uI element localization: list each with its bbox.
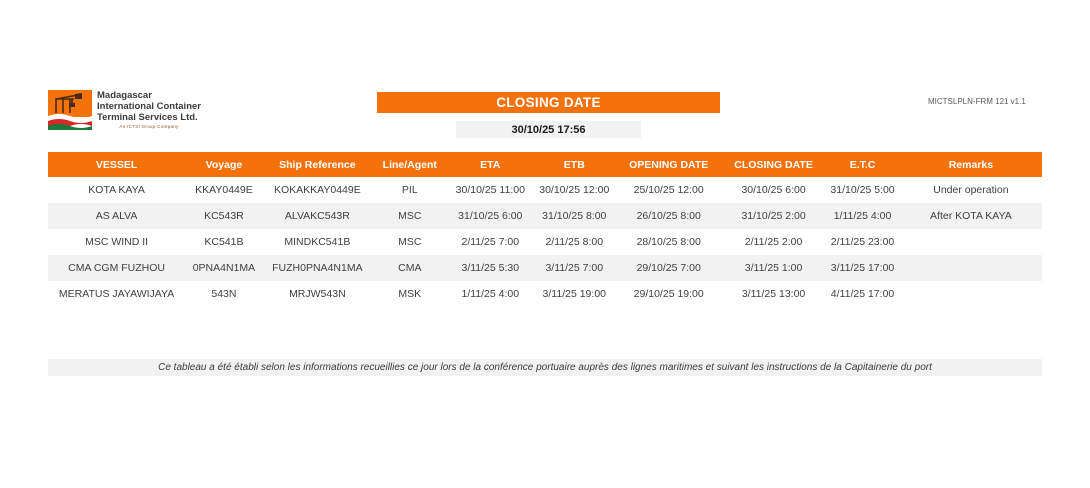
- table-cell: 31/10/25 6:00: [448, 203, 533, 229]
- table-row: [48, 281, 1042, 307]
- table-cell: AS ALVA: [48, 203, 185, 229]
- company-name-line-3: Terminal Services Ltd.: [97, 112, 198, 123]
- table-cell: 1/11/25 4:00: [461, 288, 520, 300]
- table-row: [48, 177, 1042, 203]
- table-cell: 2/11/25 23:00: [830, 236, 895, 248]
- report-datetime: 30/10/25 17:56: [456, 121, 641, 138]
- table-cell: 29/10/25 19:00: [633, 288, 704, 300]
- company-logo: [48, 90, 201, 130]
- table-cell: MSC: [398, 236, 422, 248]
- table-cell: MRJW543N: [289, 288, 346, 300]
- table-cell: 3/11/25 13:00: [741, 288, 806, 300]
- company-name-line-1: Madagascar: [97, 90, 152, 101]
- table-row: [48, 255, 1042, 281]
- company-tagline: An ICTSI Group Company: [119, 124, 179, 129]
- column-header: Remarks: [900, 152, 1042, 177]
- table-cell: 543N: [211, 288, 237, 300]
- terminal-crane-logo-icon: [48, 90, 92, 130]
- table-header-row: [48, 152, 1042, 177]
- form-reference-code: MICTSLPLN-FRM 121 v1.1: [928, 97, 1026, 106]
- table-cell: 2/11/25 2:00: [744, 236, 803, 248]
- table-cell: CMA CGM FUZHOU: [48, 255, 185, 281]
- column-header: E.T.C: [825, 152, 900, 177]
- table-cell: 29/10/25 7:00: [616, 255, 722, 281]
- company-name: [97, 90, 201, 129]
- table-cell: KOKAKKAY0449E: [273, 184, 361, 196]
- table-cell: 4/11/25 17:00: [830, 288, 895, 300]
- table-cell: MSC WIND II: [85, 236, 149, 248]
- table-row: [48, 229, 1042, 255]
- table-cell: 3/11/25 7:00: [533, 255, 616, 281]
- table-cell: Under operation: [933, 184, 1009, 196]
- table-cell: 30/10/25 12:00: [539, 184, 610, 196]
- table-cell: 26/10/25 8:00: [616, 203, 722, 229]
- column-header: Voyage: [185, 152, 263, 177]
- company-name-line-2: International Container: [97, 101, 201, 112]
- table-cell: 30/10/25 11:00: [455, 184, 525, 196]
- table-cell: 30/10/25 6:00: [741, 184, 806, 196]
- column-header: OPENING DATE: [616, 152, 722, 177]
- table-cell: 25/10/25 12:00: [633, 184, 704, 196]
- vessel-table-body: [48, 177, 1042, 307]
- table-cell: FUZH0PNA4N1MA: [263, 255, 372, 281]
- table-cell: KC541B: [204, 236, 244, 248]
- table-cell: CMA: [372, 255, 448, 281]
- table-row: [48, 203, 1042, 229]
- table-cell: MINDKC541B: [284, 236, 351, 248]
- table-cell: KC543R: [185, 203, 263, 229]
- table-cell: 3/11/25 5:30: [448, 255, 533, 281]
- footer-note: Ce tableau a été établi selon les informations recueillies ce jour lors de la conférence portuaire auprès des lignes maritimes et suivant les instructions de la Capitainerie du port: [48, 359, 1042, 376]
- table-cell: ALVAKC543R: [263, 203, 372, 229]
- table-cell: KKAY0449E: [195, 184, 253, 196]
- table-cell: 2/11/25 7:00: [461, 236, 520, 248]
- table-cell: MSK: [398, 288, 422, 300]
- table-cell: MSC: [372, 203, 448, 229]
- table-cell: 31/10/25 5:00: [830, 184, 895, 196]
- column-header: Line/Agent: [372, 152, 448, 177]
- table-cell: 0PNA4N1MA: [185, 255, 263, 281]
- table-cell: 1/11/25 4:00: [825, 203, 900, 229]
- table-cell: After KOTA KAYA: [900, 203, 1042, 229]
- table-cell: [900, 229, 1042, 255]
- table-cell: MERATUS JAYAWIJAYA: [58, 288, 175, 300]
- table-cell: [900, 255, 1042, 281]
- table-cell: 31/10/25 2:00: [722, 203, 825, 229]
- vessel-schedule-table: [48, 152, 1042, 307]
- column-header: ETA: [448, 152, 533, 177]
- table-cell: KOTA KAYA: [88, 184, 145, 196]
- table-cell: 31/10/25 8:00: [533, 203, 616, 229]
- column-header: VESSEL: [48, 152, 185, 177]
- table-cell: [900, 281, 1042, 307]
- closing-date-title-banner: CLOSING DATE: [377, 92, 720, 113]
- table-cell: 3/11/25 1:00: [722, 255, 825, 281]
- table-cell: 2/11/25 8:00: [545, 236, 604, 248]
- table-cell: 28/10/25 8:00: [636, 236, 701, 248]
- table-cell: 3/11/25 17:00: [825, 255, 900, 281]
- table-header: [48, 152, 1042, 177]
- column-header: Ship Reference: [263, 152, 372, 177]
- table-cell: PIL: [401, 184, 418, 196]
- table-cell: 3/11/25 19:00: [542, 288, 606, 300]
- column-header: ETB: [533, 152, 616, 177]
- column-header: CLOSING DATE: [722, 152, 825, 177]
